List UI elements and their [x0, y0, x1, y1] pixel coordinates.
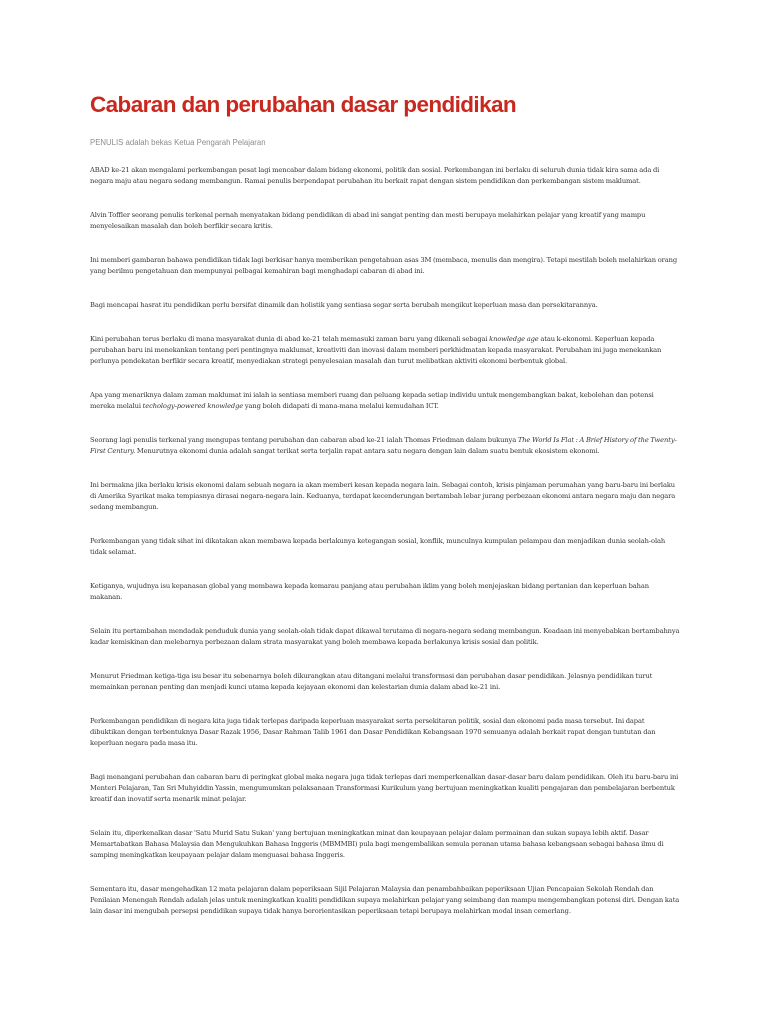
paragraph-text: ABAD ke-21 akan mengalami perkembangan pesat lagi mencabar dalam bidang ekonomi, politik dan sosial. Perkembangan ini berlaku di seluruh dunia tidak kira sama ada di negara maju atau negara sedang membangun. Ramai penulis berpendapat perubahan itu berkait rapat dengan sistem pendidikan dan perkembangan sistem maklumat. [90, 166, 660, 185]
article-paragraph [90, 334, 680, 367]
paragraph-text: Perkembangan yang tidak sihat ini dikatakan akan membawa kepada berlakunya ketegangan sosial, konflik, munculnya kumpulan pelampau dan menjadikan dunia seolah-olah tidak selamat. [90, 537, 666, 556]
paragraph-text: Perkembangan pendidikan di negara kita juga tidak terlepas daripada keperluan masyarakat serta persekitaran politik, sosial dan ekonomi pada masa tersebut. Ini dapat dibuktikan dengan terbentuknya Dasar Razak 1956, Dasar Rahman Talib 1961 dan Dasar Pendidikan Kebangsaan 1970 semuanya adalah berkait rapat dengan tuntutan dan keperluan negara pada masa itu. [90, 717, 656, 747]
article-paragraph [90, 165, 680, 187]
article-paragraph [90, 210, 680, 232]
paragraph-text: Alvin Toffler seorang penulis terkenal pernah menyatakan bidang pendidikan di abad ini sangat penting dan mesti berupaya melahirkan pelajar yang kreatif yang mampu menyelesaikan masalah dan boleh berfikir secara kritis. [90, 211, 646, 230]
paragraph-text: Bagi mencapai hasrat itu pendidikan perlu bersifat dinamik dan holistik yang sentiasa segar serta berubah mengikut keperluan masa dan persekitarannya. [90, 301, 598, 309]
paragraph-text: Seorang lagi penulis terkenal yang mengupas tentang perubahan dan cabaran abad ke-21 ialah Thomas Friedman dalam bukunya [90, 436, 518, 444]
paragraph-text: Sementara itu, dasar mengehadkan 12 mata pelajaran dalam peperiksaan Sijil Pelajaran Malaysia dan penambahbaikan peperiksaan Ujian Pencapaian Sekolah Rendah dan Penilaian Menengah Rendah adalah jelas untuk meningkatkan kualiti pendidikan supaya melahirkan pelajar yang seimbang dan mampu mengembangkan potensi diri. Dengan kata lain dasar ini mengubah persepsi pendidikan supaya tidak hanya berorientasikan peperiksaan tetapi berupaya melahirkan modal insan cemerlang. [90, 885, 680, 915]
paragraph-text: Apa yang menariknya dalam zaman maklumat ini ialah ia sentiasa memberi ruang dan peluang kepada setiap individu untuk mengembangkan bakat, kebolehan dan potensi mereka melalui [90, 391, 654, 410]
article-paragraph [90, 255, 680, 277]
paragraph-text: yang boleh didapati di mana-mana melalui kemudahan ICT. [243, 402, 439, 410]
italic-text: techology-powered knowledge [142, 402, 244, 410]
italic-text: The World Is Flat : A Brief History of the Twenty-First Century. [90, 436, 677, 455]
article-title: Cabaran dan perubahan dasar pendidikan [90, 92, 517, 117]
paragraph-text: Ini bermakna jika berlaku krisis ekonomi dalam sebuah negara ia akan memberi kesan kepada negara lain. Sebagai contoh, krisis pinjaman perumahan yang baru-baru ini berlaku di Amerika Syarikat maka tempiasnya dirasai negara-negara lain. Keduanya, terdapat kecenderungan bertambah lebar jurang perbezaan ekonomi antara negara maju dan negara sedang membangun. [90, 481, 676, 511]
italic-text: knowledge age [489, 335, 539, 343]
paragraph-text: Ketiganya, wujudnya isu kepanasan global yang membawa kepada kemarau panjang atau perubahan iklim yang boleh menjejaskan bidang pertanian dan keperluan bahan makanan. [90, 582, 649, 601]
article-paragraph [90, 671, 680, 693]
paragraph-text: Menurutnya ekonomi dunia adalah sangat terikat serta terjalin rapat antara satu negara dengan lain dalam suatu bentuk ekosistem ekonomi. [135, 447, 600, 455]
author-byline: PENULIS adalah bekas Ketua Pengarah Pelajaran [90, 138, 266, 147]
paragraph-text: Kini perubahan terus berlaku di mana masyarakat dunia di abad ke-21 telah memasuki zaman baru yang dikenali sebagai [90, 335, 490, 343]
paragraph-text: Selain itu pertambahan mendadak penduduk dunia yang seolah-olah tidak dapat dikawal terutama di negara-negara sedang membangun. Keadaan ini menyebabkan bertambahnya kadar kemiskinan dan melebarnya perbezaan dalam strata masyarakat yang boleh membawa kepada berlakunya krisis sosial dan politik. [90, 627, 680, 646]
paragraph-text: Selain itu, diperkenalkan dasar 'Satu Murid Satu Sukan' yang bertujuan meningkatkan minat dan keupayaan pelajar dalam permainan dan sukan supaya lebih aktif. Dasar Memartabatkan Bahasa Malaysia dan Mengukuhkan Bahasa Inggeris (MBMMBI) pula bagi mengembalikan semula peranan utama bahasa kebangsaan sebagai bahasa ilmu di samping meningkatkan keupayaan pelajar dalam menguasai bahasa Inggeris. [90, 829, 664, 859]
article-paragraph [90, 828, 680, 861]
article-paragraph [90, 480, 680, 513]
paragraph-text: atau k-ekonomi. Keperluan kepada perubahan baru ini menekankan tentang peri pentingnya maklumat, kreativiti dan inovasi dalam memberi perkhidmatan kepada masyarakat. Perubahan ini juga menekankan perlunya pendekatan berfikir secara kreatif, menyediakan strategi penyelesaian masalah dan turut melibatkan aktiviti ekonomi berbentuk global. [90, 335, 662, 365]
paragraph-text: Menurut Friedman ketiga-tiga isu besar itu sebenarnya boleh dikurangkan atau ditangani melalui transformasi dan perubahan dasar pendidikan. Jelasnya pendidikan turut memainkan peranan penting dan menjadi kunci utama kepada kejayaan ekonomi dan kelestarian dunia dalam abad ke-21 ini. [90, 672, 653, 691]
article-paragraph [90, 581, 680, 603]
article-paragraph [90, 772, 680, 805]
article-paragraph [90, 626, 680, 648]
article-paragraph [90, 435, 680, 457]
article [90, 92, 680, 940]
article-paragraph [90, 536, 680, 558]
paragraph-text: Ini memberi gambaran bahawa pendidikan tidak lagi berkisar hanya memberikan pengetahuan asas 3M (membaca, menulis dan mengira). Tetapi mestilah boleh melahirkan orang yang berilmu pengetahuan dan mempunyai pelbagai kemahiran bagi menghadapi cabaran di abad ini. [90, 256, 678, 275]
article-paragraph [90, 884, 680, 917]
article-body [90, 165, 680, 917]
paragraph-text: Bagi menangani perubahan dan cabaran baru di peringkat global maka negara juga tidak terlepas dari memperkenalkan dasar-dasar baru dalam pendidikan. Oleh itu baru-baru ini Menteri Pelajaran, Tan Sri Muhyiddin Yassin, mengumumkan pelaksanaan Transformasi Kurikulum yang bertujuan meningkatkan kualiti pengajaran dan pembelajaran berbentuk kreatif dan inovatif serta menarik minat pelajar. [90, 773, 679, 803]
article-paragraph [90, 716, 680, 749]
article-paragraph [90, 300, 680, 311]
article-paragraph [90, 390, 680, 412]
